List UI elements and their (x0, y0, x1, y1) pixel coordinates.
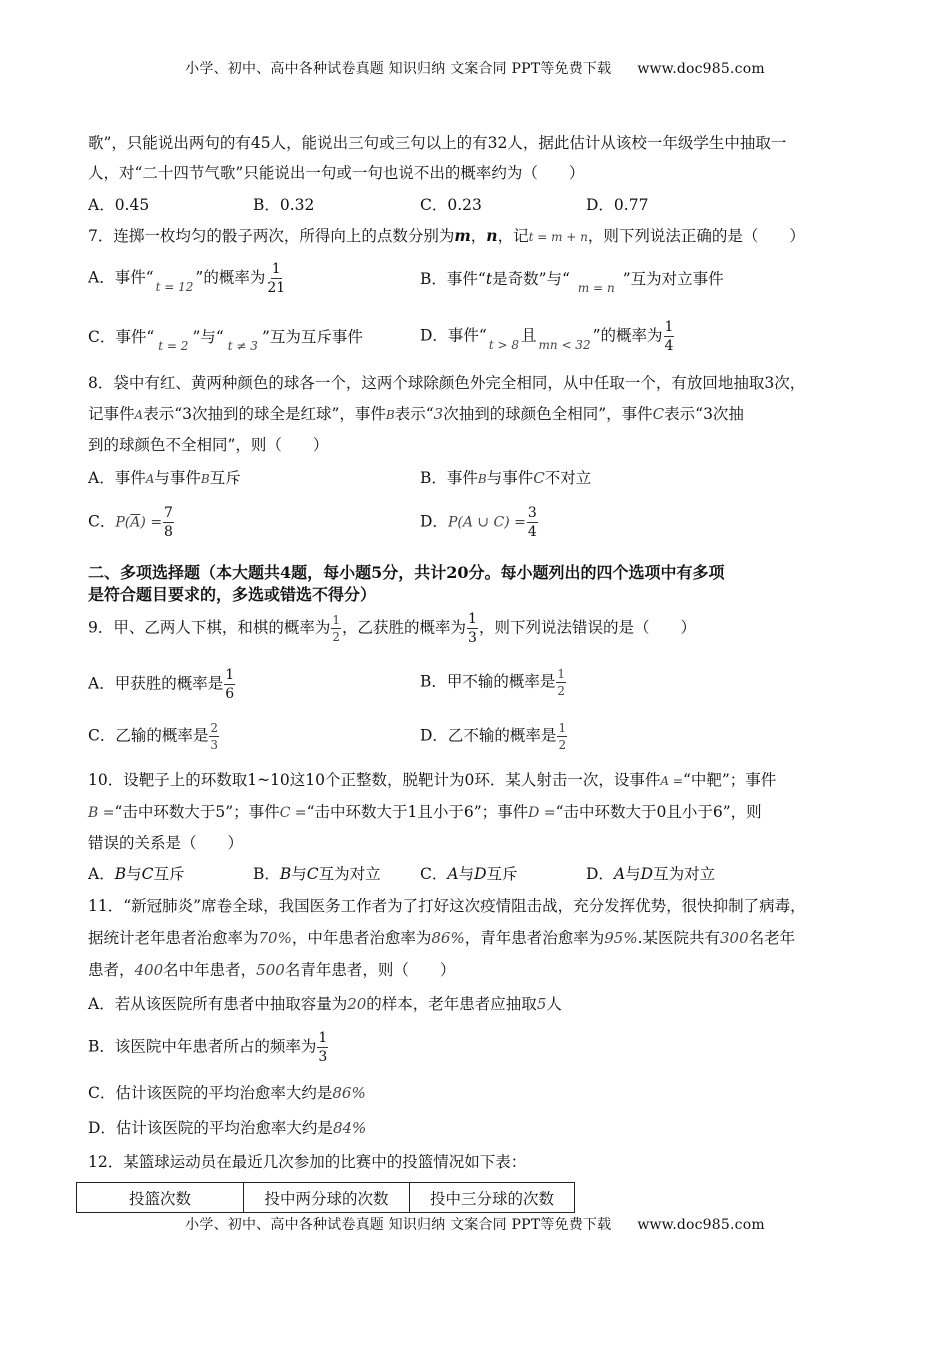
q8-b-B: B (477, 472, 487, 486)
section2-title-line1: 二、多项选择题（本大题共4题，每小题5分，共计20分。每小题列出的四个选项中有多项 (88, 563, 725, 582)
q11-option-c (88, 1082, 366, 1104)
q8-l2-e: 表示“3次抽 (664, 405, 744, 423)
q11-c-text: C．估计该医院的平均治愈率大约是 (88, 1084, 333, 1102)
q8-line3: 到的球颜色不全相同”，则（ ） (88, 436, 329, 454)
q9-a-num: 1 (225, 667, 235, 683)
q11-count-young: 500 (256, 961, 285, 979)
q7-var-m: m (454, 226, 471, 245)
q12-stem: 12．某篮球运动员在最近几次参加的比赛中的投篮情况如下表： (88, 1153, 527, 1171)
q8-a-mid: 与事件 (154, 469, 201, 487)
q8-d-num: 3 (527, 505, 537, 521)
q10-b-mid: 与 (291, 865, 307, 883)
q8-l2-3: 3 (433, 405, 444, 423)
q10-option-b (253, 863, 381, 885)
q9-s-num2: 1 (468, 611, 477, 627)
q9-option-d (420, 722, 568, 751)
table-header-cell: 投中两分球的次数 (244, 1183, 410, 1213)
q10-option-c (420, 863, 518, 885)
section2-title-line2: 是符合题目要求的，多选或错选不得分） (88, 585, 377, 604)
q7-stem-c: ，则下列说法正确的是（ ） (587, 227, 805, 245)
q8-event-a: A (134, 408, 144, 422)
q7-d-fraction (664, 320, 675, 353)
q8-a-B: B (200, 472, 210, 486)
q11-d-val: 84% (332, 1119, 367, 1137)
q8-event-b: B (385, 408, 395, 422)
q9-a-den: 6 (225, 686, 235, 702)
q10-line1 (88, 769, 776, 792)
q11-l2-a: 据统计老年患者治愈率为 (88, 929, 259, 947)
q9-s-den2: 3 (468, 630, 477, 646)
q9-stem-c: ，则下列说法错误的是（ ） (478, 618, 696, 637)
q6-line1: 歌”，只能说出两句的有45人，能说出三句或三句以上的有32人，据此估计从该校一年级学生中抽取一 (88, 134, 787, 152)
q7-option-b (420, 268, 724, 295)
q11-l3-c: 名青年患者，则（ ） (284, 961, 456, 979)
q7-b-t: t (485, 270, 493, 288)
q12-table (76, 1182, 575, 1213)
q7-d-expr2: mn < 32 (538, 337, 591, 352)
q11-l2-b: ，中年患者治愈率为 (291, 929, 432, 947)
q8-c-den: 8 (164, 524, 173, 540)
q8-b-C: C (533, 469, 545, 487)
footer-text: 小学、初中、高中各种试卷真题 知识归纳 文案合同 PPT等免费下载 (185, 1217, 612, 1233)
q10-event-c: C = (279, 805, 307, 821)
q7-a-den: 21 (267, 280, 286, 296)
q7-d-pre: D．事件“ (420, 326, 487, 345)
q11-b-den: 3 (318, 1049, 328, 1065)
q11-option-b (88, 1031, 329, 1064)
q10-l2-a: “击中环数大于5”；事件 (114, 803, 280, 821)
q8-d-pre: D． (420, 512, 448, 531)
q7-a-pre: A．事件“ (88, 268, 154, 287)
q10-event-b: B = (88, 805, 115, 821)
q8-c-P: P (115, 514, 125, 531)
q8-c-expr: $P(\overline{A})$ = (115, 514, 163, 531)
q11-rate-old: 70% (258, 929, 292, 947)
q9-stem-a: 9．甲、乙两人下棋，和棋的概率为 (88, 618, 331, 637)
q7-option-d (420, 320, 675, 353)
q11-c-val: 86% (332, 1084, 366, 1102)
q9-stem-frac2 (467, 612, 478, 645)
q8-l2-b: 表示“3次抽到的球全是红球”，事件 (143, 405, 386, 423)
q11-l3-b: 名中年患者， (163, 961, 257, 979)
q10-l2-c: “击中环数大于0且小于6”，则 (555, 803, 762, 821)
page-header (0, 58, 950, 78)
q10-event-a: A = (660, 774, 683, 788)
q7-stem (88, 225, 805, 248)
q9-option-a (88, 668, 236, 701)
q7-d-post: ”的概率为 (592, 326, 663, 345)
q9-option-c (88, 722, 220, 751)
q6-option-b: B．0.32 (253, 196, 315, 214)
q11-option-a (88, 993, 562, 1015)
q7-d-mid: 且 (521, 326, 537, 345)
q7-b-mid: 是奇数”与“ (492, 270, 570, 288)
q10-a-v2: C (141, 865, 154, 883)
q8-l2-d: 次抽到的球颜色全相同”，事件 (443, 405, 653, 423)
q11-option-d (88, 1117, 366, 1139)
q7-a-fraction (266, 262, 286, 295)
q9-a-text: A．甲获胜的概率是 (88, 674, 224, 693)
q10-l2-b: “击中环数大于1且小于6”；事件 (306, 803, 529, 821)
q8-c-fraction (163, 506, 174, 539)
q7-d-num: 1 (664, 319, 674, 335)
q11-line1: 11．“新冠肺炎”席卷全球，我国医务工作者为了打好这次疫情阻击战，充分发挥优势，很快抑制了病毒， (88, 897, 806, 915)
q10-d-v1: A (613, 865, 626, 883)
q9-s-den1: 2 (332, 630, 341, 644)
table-header-cell: 投中三分球的次数 (410, 1183, 575, 1213)
q9-d-fraction (557, 722, 567, 751)
q10-d-v2: D (640, 865, 654, 883)
q7-c-post: ”互为互斥事件 (261, 328, 363, 346)
q10-b-post: 互为对立 (318, 865, 381, 883)
q11-d-text: D．估计该医院的平均治愈率大约是 (88, 1119, 333, 1137)
q10-l1-b: “中靶”；事件 (682, 771, 777, 789)
q6-option-c: C．0.23 (420, 196, 482, 214)
q9-b-num: 1 (557, 667, 566, 681)
q10-option-a (88, 863, 185, 885)
q8-c-num: 7 (164, 505, 173, 521)
q9-d-num: 1 (558, 721, 567, 735)
q8-option-c (88, 506, 175, 539)
q11-count-old: 300 (720, 929, 749, 947)
q7-expr: t = m + n (528, 230, 588, 244)
q10-d-pre: D． (586, 865, 614, 883)
q8-line2 (88, 403, 744, 426)
q11-a-b: 的样本，老年患者应抽取 (366, 995, 537, 1013)
q8-l2-c: 表示“ (394, 405, 434, 423)
q6-option-d: D．0.77 (586, 196, 649, 214)
q11-a-v1: 20 (347, 995, 367, 1013)
q7-var-n: n (486, 226, 498, 245)
q9-c-text: C．乙输的概率是 (88, 726, 209, 745)
q8-b-pre: B．事件 (420, 469, 478, 487)
table-header-row (77, 1183, 575, 1213)
q7-c-pre: C．事件“ (88, 328, 155, 346)
q9-option-b (420, 668, 567, 697)
q9-c-num: 2 (210, 721, 219, 735)
q8-line1: 8．袋中有红、黄两种颜色的球各一个，这两个球除颜色外完全相同，从中任取一个，有放回地抽取3次， (88, 374, 806, 392)
q7-a-expr: t = 12 (155, 279, 194, 294)
q10-c-v2: D (474, 865, 487, 883)
q10-d-post: 互为对立 (653, 865, 716, 883)
q10-c-post: 互斥 (486, 865, 518, 883)
q9-c-den: 3 (210, 738, 219, 752)
q8-d-fraction (527, 506, 538, 539)
q9-b-den: 2 (557, 684, 566, 698)
q8-c-eq: = (150, 514, 163, 531)
q11-rate-young: 95% (604, 929, 638, 947)
q11-a-c: 人 (546, 995, 562, 1013)
q8-option-d (420, 506, 539, 539)
q7-d-expr1: t > 8 (488, 337, 519, 352)
q10-option-d (586, 863, 715, 885)
q11-a-a: A．若从该医院所有患者中抽取容量为 (88, 995, 348, 1013)
q8-a-A: A (145, 472, 155, 486)
q7-c-expr2: t ≠ 3 (227, 339, 258, 353)
q10-d-mid: 与 (625, 865, 641, 883)
q8-d-expr: P(A ∪ C) = (447, 514, 526, 531)
q11-line2 (88, 927, 795, 949)
q9-c-fraction (209, 722, 219, 751)
q10-b-pre: B． (253, 865, 280, 883)
table-header-cell: 投篮次数 (77, 1183, 244, 1213)
q7-d-den: 4 (664, 338, 674, 354)
q11-l3-a: 患者， (88, 961, 135, 979)
q7-b-expr: m = n (577, 281, 615, 295)
q10-line2 (88, 801, 762, 824)
q9-stem (88, 612, 696, 645)
q11-count-mid: 400 (134, 961, 164, 979)
q11-b-fraction (317, 1031, 328, 1064)
q10-a-mid: 与 (126, 865, 142, 883)
q6-option-a: A．0.45 (88, 196, 150, 214)
q8-event-c: C (652, 405, 665, 423)
page-footer (0, 1214, 950, 1234)
q7-b-post: ”互为对立事件 (622, 270, 724, 288)
q7-a-mid: ”的概率为 (195, 268, 266, 287)
q11-b-num: 1 (318, 1030, 328, 1046)
q11-l2-c: ，青年患者治愈率为 (464, 929, 605, 947)
q8-c-A-bar: $\overline{A}$ (130, 514, 141, 531)
q9-d-text: D．乙不输的概率是 (420, 726, 557, 745)
q7-stem-b: ，记 (497, 227, 529, 245)
q8-option-b (420, 467, 591, 490)
q9-s-num1: 1 (332, 613, 341, 627)
q10-a-pre: A． (88, 865, 115, 883)
q11-l2-e: 名老年 (748, 929, 796, 947)
q8-b-mid: 与事件 (486, 469, 534, 487)
q9-d-den: 2 (558, 738, 567, 752)
header-url[interactable]: www.doc985.com (637, 61, 765, 77)
q8-l2-a: 记事件 (88, 405, 135, 423)
q9-b-fraction (556, 668, 566, 697)
q8-c-pre: C． (88, 512, 116, 531)
q10-a-v1: B (114, 865, 127, 883)
q10-c-pre: C． (420, 865, 448, 883)
q7-sep: ， (470, 227, 487, 245)
q7-stem-a: 7．连掷一枚均匀的骰子两次，所得向上的点数分别为 (88, 227, 455, 245)
q8-a-pre: A．事件 (88, 469, 146, 487)
q10-c-v1: A (447, 865, 459, 883)
q10-b-v1: B (279, 865, 292, 883)
q7-option-c (88, 326, 363, 353)
q11-b-text: B．该医院中年患者所占的频率为 (88, 1037, 317, 1056)
q6-line2: 人，对“二十四节气歌”只能说出一句或一句也说不出的概率约为（ ） (88, 164, 585, 182)
q7-c-expr1: t = 2 (158, 339, 189, 353)
q8-a-post: 互斥 (209, 469, 241, 487)
header-text: 小学、初中、高中各种试卷真题 知识归纳 文案合同 PPT等免费下载 (185, 61, 612, 77)
q8-option-a (88, 467, 241, 490)
q9-stem-b: ，乙获胜的概率为 (342, 618, 467, 637)
q11-l2-d: .某医院共有 (637, 929, 721, 947)
q10-c-mid: 与 (458, 865, 475, 883)
q7-b-pre: B．事件“ (420, 270, 486, 288)
q7-c-mid: ”与“ (192, 328, 224, 346)
q10-event-d: D = (528, 805, 556, 821)
q8-d-den: 4 (527, 524, 537, 540)
q7-option-a (88, 262, 287, 295)
q10-line3: 错误的关系是（ ） (88, 834, 244, 852)
q11-line3 (88, 959, 455, 981)
q8-b-post: 不对立 (544, 469, 592, 487)
q10-a-post: 互斥 (153, 865, 185, 883)
q11-a-v2: 5 (536, 995, 547, 1013)
q9-a-fraction (224, 668, 235, 701)
q10-b-v2: C (306, 865, 319, 883)
footer-url[interactable]: www.doc985.com (637, 1217, 765, 1233)
q7-a-num: 1 (271, 261, 281, 277)
q10-l1-a: 10．设靶子上的环数取1~10这10个正整数，脱靶计为0环．某人射击一次，设事件 (88, 771, 661, 789)
q9-b-text: B．甲不输的概率是 (420, 672, 556, 691)
q11-rate-mid: 86% (431, 929, 465, 947)
q9-stem-frac1 (331, 614, 341, 643)
